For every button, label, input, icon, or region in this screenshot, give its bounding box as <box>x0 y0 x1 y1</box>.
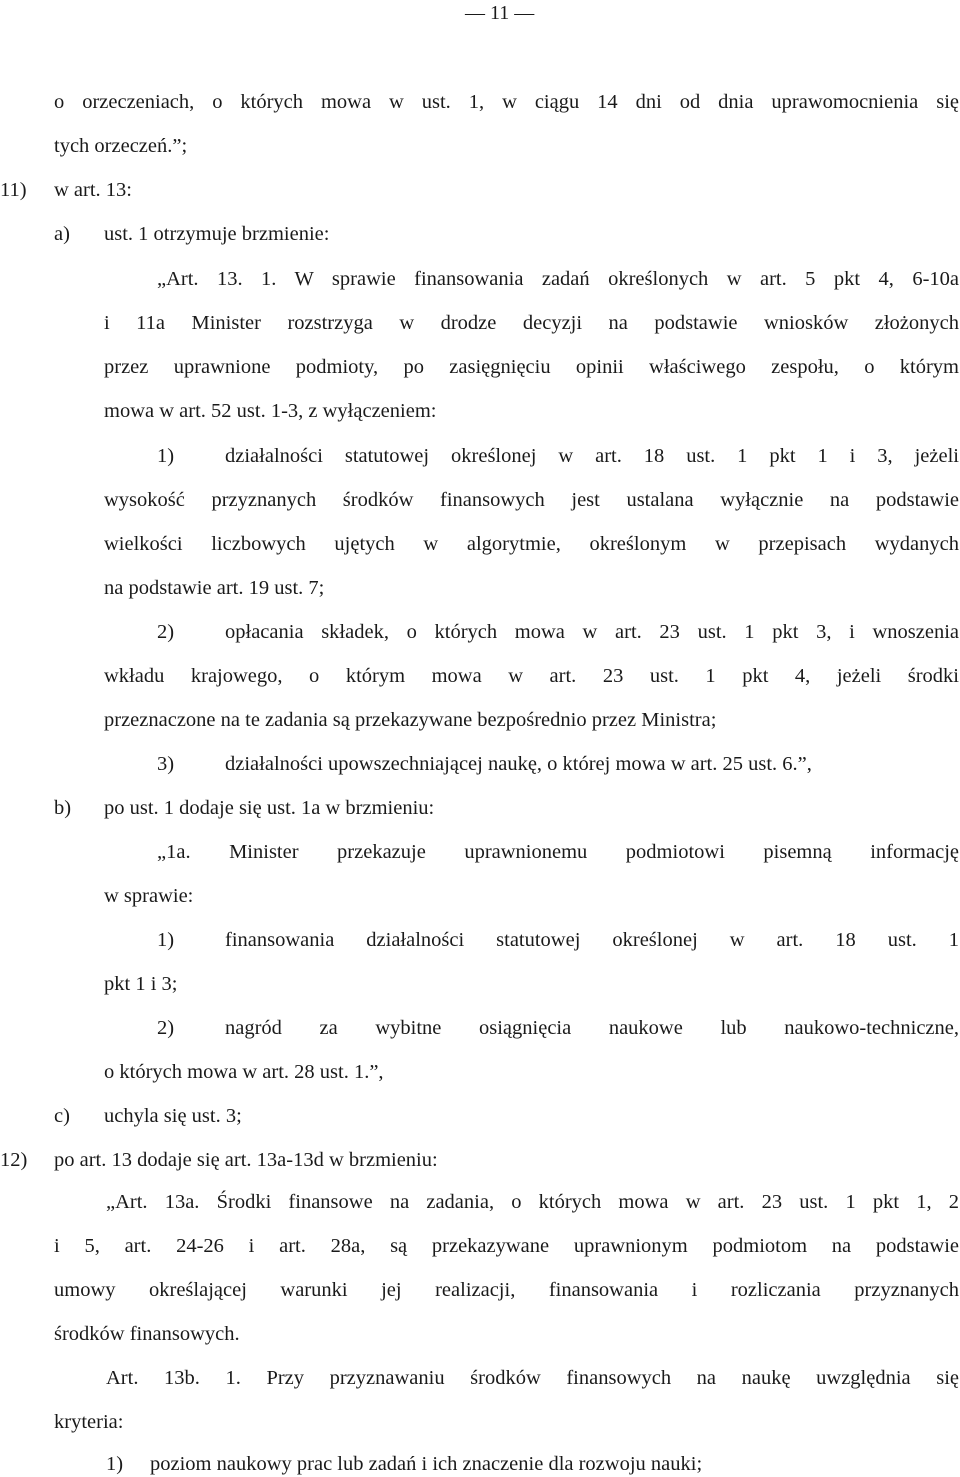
text-line: umowy określającej warunki jej realizacji, finansowania i rozliczania przyznanych <box>54 1279 959 1301</box>
list-number: 1) <box>157 929 175 951</box>
text-line: „Art. 13a. Środki finansowe na zadania, o których mowa w art. 23 ust. 1 pkt 1, 2 <box>106 1191 959 1213</box>
text-line: pkt 1 i 3; <box>104 973 178 995</box>
text-line: wkładu krajowego, o którym mowa w art. 23 ust. 1 pkt 4, jeżeli środki <box>104 665 959 687</box>
text-line: poziom naukowy prac lub zadań i ich znaczenie dla rozwoju nauki; <box>150 1453 703 1475</box>
text-line: i 5, art. 24-26 i art. 28a, są przekazywane uprawnionym podmiotom na podstawie <box>54 1235 959 1257</box>
text-line: uchyla się ust. 3; <box>104 1105 242 1127</box>
text-line: mowa w art. 52 ust. 1-3, z wyłączeniem: <box>104 400 437 422</box>
list-number: 11) <box>0 179 27 201</box>
list-letter: b) <box>54 797 72 819</box>
text-line: Art. 13b. 1. Przy przyznawaniu środków finansowych na naukę uwzględnia się <box>106 1367 959 1389</box>
text-line: wielkości liczbowych ujętych w algorytmie, określonym w przepisach wydanych <box>104 533 959 555</box>
text-line: tych orzeczeń.”; <box>54 135 188 157</box>
list-number: 1) <box>157 445 175 467</box>
text-line: środków finansowych. <box>54 1323 240 1345</box>
list-letter: a) <box>54 223 70 245</box>
list-number: 2) <box>157 1017 175 1039</box>
text-line: opłacania składek, o których mowa w art. 23 ust. 1 pkt 3, i wnoszenia <box>225 621 959 643</box>
text-line: wysokość przyznanych środków finansowych jest ustalana wyłącznie na podstawie <box>104 489 959 511</box>
text-line: ust. 1 otrzymuje brzmienie: <box>104 223 330 245</box>
text-line: o których mowa w art. 28 ust. 1.”, <box>104 1061 384 1083</box>
text-line: o orzeczeniach, o których mowa w ust. 1, w ciągu 14 dni od dnia uprawomocnienia się <box>54 91 959 113</box>
text-line: na podstawie art. 19 ust. 7; <box>104 577 325 599</box>
text-line: finansowania działalności statutowej określonej w art. 18 ust. 1 <box>225 929 959 951</box>
text-line: nagród za wybitne osiągnięcia naukowe lub naukowo-techniczne, <box>225 1017 959 1039</box>
list-number: 1) <box>106 1453 124 1475</box>
text-line: działalności statutowej określonej w art. 18 ust. 1 pkt 1 i 3, jeżeli <box>225 445 959 467</box>
text-line: przeznaczone na te zadania są przekazywane bezpośrednio przez Ministra; <box>104 709 717 731</box>
list-number: 12) <box>0 1149 28 1171</box>
list-number: 3) <box>157 753 175 775</box>
text-line: kryteria: <box>54 1411 124 1433</box>
text-line: „Art. 13. 1. W sprawie finansowania zadań określonych w art. 5 pkt 4, 6-10a <box>157 268 959 290</box>
list-letter: c) <box>54 1105 70 1127</box>
text-line: i 11a Minister rozstrzyga w drodze decyzji na podstawie wniosków złożonych <box>104 312 959 334</box>
text-line: przez uprawnione podmioty, po zasięgnięciu opinii właściwego zespołu, o którym <box>104 356 959 378</box>
text-line: po art. 13 dodaje się art. 13a-13d w brzmieniu: <box>54 1149 438 1171</box>
text-line: w art. 13: <box>54 179 132 201</box>
text-line: „1a. Minister przekazuje uprawnionemu podmiotowi pisemną informację <box>157 841 959 863</box>
text-line: po ust. 1 dodaje się ust. 1a w brzmieniu: <box>104 797 435 819</box>
list-number: 2) <box>157 621 175 643</box>
text-line: w sprawie: <box>104 885 194 907</box>
text-line: działalności upowszechniającej naukę, o której mowa w art. 25 ust. 6.”, <box>225 753 812 775</box>
page-number: — 11 — <box>465 2 535 24</box>
